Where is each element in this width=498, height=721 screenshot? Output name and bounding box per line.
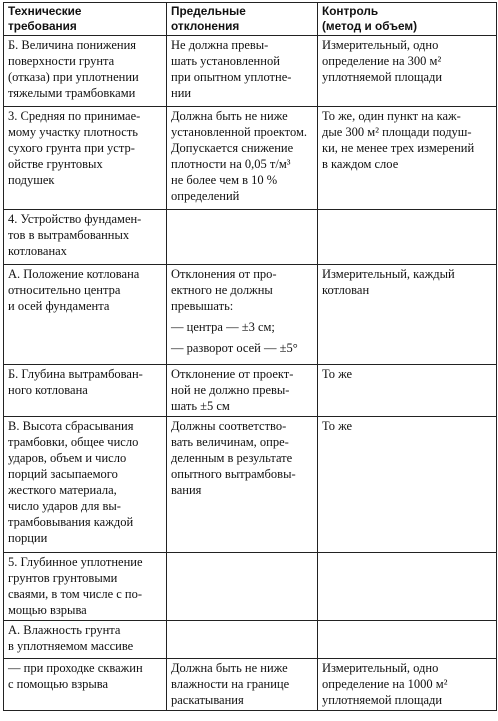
deviation-cell: Отклонение от проект- ной не должно превы- шать ±5 см xyxy=(167,365,318,417)
requirement-cell: 4. Устройство фундамен- тов в вытрамбованных котлованах xyxy=(4,210,167,265)
deviation-cell: Отклонения от про- ектного не должны превышать: — центра — ±3 см; — разворот осей — ±5° xyxy=(167,265,318,365)
requirement-cell: А. Положение котлована относительно центра и осей фундамента xyxy=(4,265,167,365)
table-row xyxy=(4,621,497,659)
table-row xyxy=(4,659,497,711)
control-cell xyxy=(318,553,497,621)
control-cell: То же xyxy=(318,417,497,553)
header-control: Контроль (метод и объем) xyxy=(318,3,497,36)
table-row xyxy=(4,107,497,210)
requirement-cell: В. Высота сбрасывания трамбовки, общее число ударов, объем и число порций засыпаемого жесткого материала, число ударов для вы- трамбовывания каждой порции xyxy=(4,417,167,553)
control-cell: То же, один пункт на каж- дые 300 м² площади подуш- ки, не менее трех измерений в каждом слое xyxy=(318,107,497,210)
table-header-row xyxy=(4,3,497,36)
control-cell: Измерительный, каждый котлован xyxy=(318,265,497,365)
deviation-cell: Должна быть не ниже установленной проектом. Допускается снижение плотности на 0,05 т/м³ не более чем в 10 % определений xyxy=(167,107,318,210)
requirement-cell: Б. Величина понижения поверхности грунта (отказа) при уплотнении тяжелыми трамбовками xyxy=(4,36,167,107)
requirement-cell: — при проходке скважин с помощью взрыва xyxy=(4,659,167,711)
requirements-table xyxy=(3,2,497,711)
table-row xyxy=(4,365,497,417)
control-cell: То же xyxy=(318,365,497,417)
requirement-cell: Б. Глубина вытрамбован- ного котлована xyxy=(4,365,167,417)
deviation-cell xyxy=(167,553,318,621)
control-cell xyxy=(318,621,497,659)
control-cell: Измерительный, одно определение на 300 м² уплотняемой площади xyxy=(318,36,497,107)
table-row xyxy=(4,417,497,553)
requirement-cell: А. Влажность грунта в уплотняемом массиве xyxy=(4,621,167,659)
control-cell xyxy=(318,210,497,265)
deviation-cell xyxy=(167,621,318,659)
header-requirements: Технические требования xyxy=(4,3,167,36)
deviation-cell: Должна быть не ниже влажности на границе раскатывания xyxy=(167,659,318,711)
deviation-cell xyxy=(167,210,318,265)
table-row xyxy=(4,36,497,107)
requirement-cell: 3. Средняя по принимае- мому участку плотность сухого грунта при устр- ойстве грунтовых подушек xyxy=(4,107,167,210)
requirement-cell: 5. Глубинное уплотнение грунтов грунтовыми сваями, в том числе с по- мощью взрыва xyxy=(4,553,167,621)
control-cell: Измерительный, одно определение на 1000 м² уплотняемой площади xyxy=(318,659,497,711)
table-row xyxy=(4,553,497,621)
deviation-cell: Должны соответство- вать величинам, опре- деленным в результате опытного вытрамбовы- вания xyxy=(167,417,318,553)
table-row xyxy=(4,210,497,265)
header-deviations: Предельные отклонения xyxy=(167,3,318,36)
deviation-cell: Не должна превы- шать установленной при опытном уплотне- нии xyxy=(167,36,318,107)
table-row xyxy=(4,265,497,365)
